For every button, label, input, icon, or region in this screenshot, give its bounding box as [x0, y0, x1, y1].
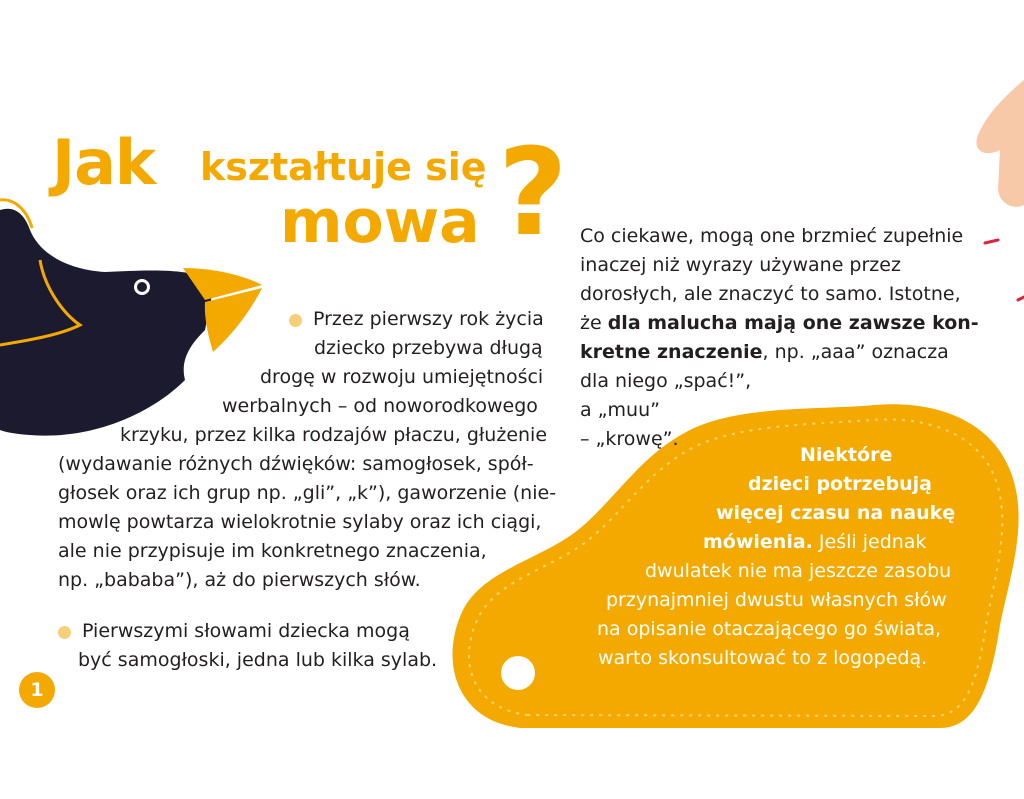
right-col-line: a „muu”	[580, 399, 660, 421]
hand-illustration	[976, 80, 1024, 207]
title-word-jak: Jak	[52, 126, 156, 199]
bullet1-line: krzyku, przez kilka rodzajów płaczu, głużenie	[120, 424, 548, 446]
bullet1-line: werbalnych – od noworodkowego	[222, 395, 538, 417]
red-mark-1	[985, 240, 998, 243]
blob-line: przynajmniej dwustu własnych słów	[606, 589, 947, 611]
blob-hole	[501, 656, 535, 690]
bullet1-line: Przez pierwszy rok życia	[313, 308, 544, 330]
bullet1-line: dziecko przebywa długą	[314, 337, 543, 359]
bullet2-line: Pierwszymi słowami dziecka mogą	[82, 620, 410, 642]
bullet1-line: drogę w rozwoju umiejętności	[260, 366, 544, 388]
bullet1-line: głosek oraz ich grup np. „gli”, „k”), gaworzenie (nie-	[58, 482, 557, 504]
bullet1-line: mowlę powtarza wielokrotnie sylaby oraz ich ciągi,	[58, 511, 542, 533]
right-col-line	[580, 338, 949, 367]
right-col-line: Co ciekawe, mogą one brzmieć zupełnie	[580, 225, 964, 247]
blob-line	[703, 528, 926, 557]
blob-line	[748, 470, 932, 499]
blob-line	[716, 499, 955, 528]
bullet1-line: (wydawanie różnych dźwięków: samogłosek, spół-	[58, 453, 534, 475]
right-col-bold: dla malucha mają one zawsze kon-	[607, 312, 979, 334]
right-col-text: że	[580, 312, 608, 334]
page-number-badge: 1	[19, 672, 55, 708]
blob-line: dwulatek nie ma jeszcze zasobu	[645, 560, 952, 582]
right-col-bold: kretne znaczenie	[580, 341, 763, 363]
right-col-line: dla niego „spać!”,	[580, 370, 752, 392]
title-word-mowa: mowa	[280, 187, 480, 257]
blob-line: warto skonsultować to z logopedą.	[598, 647, 928, 669]
blob-bold: Niektóre	[800, 444, 893, 466]
blob-bold: więcej czasu na naukę	[716, 502, 956, 524]
red-mark-2	[1018, 297, 1024, 300]
bullet1-line: ale nie przypisuje im konkretnego znaczenia,	[58, 540, 487, 562]
blob-line: na opisanie otaczającego go świata,	[597, 618, 942, 640]
right-col-line: inaczej niż wyrazy używane przez	[580, 254, 901, 276]
title-question-mark: ?	[498, 124, 568, 263]
right-col-text: , np. „aaa” oznacza	[762, 341, 949, 363]
blob-bold: mówienia.	[703, 531, 813, 553]
right-col-line	[580, 309, 979, 338]
blob-line	[800, 441, 892, 470]
bullet-dot-2	[58, 626, 71, 639]
title-word-ksztaltuje: kształtuje się	[200, 145, 487, 189]
blob-text: Jeśli jednak	[812, 531, 927, 553]
blob-bold: dzieci potrzebują	[748, 473, 932, 495]
bullet-dot-1	[289, 314, 302, 327]
right-col-line: dorosłych, ale znaczyć to samo. Istotne,	[580, 283, 961, 305]
bullet2-line: być samogłoski, jedna lub kilka sylab.	[78, 649, 438, 671]
bullet1-line: np. „bababa”), aż do pierwszych słów.	[58, 569, 421, 591]
right-col-line: – „krowę”.	[580, 428, 679, 450]
